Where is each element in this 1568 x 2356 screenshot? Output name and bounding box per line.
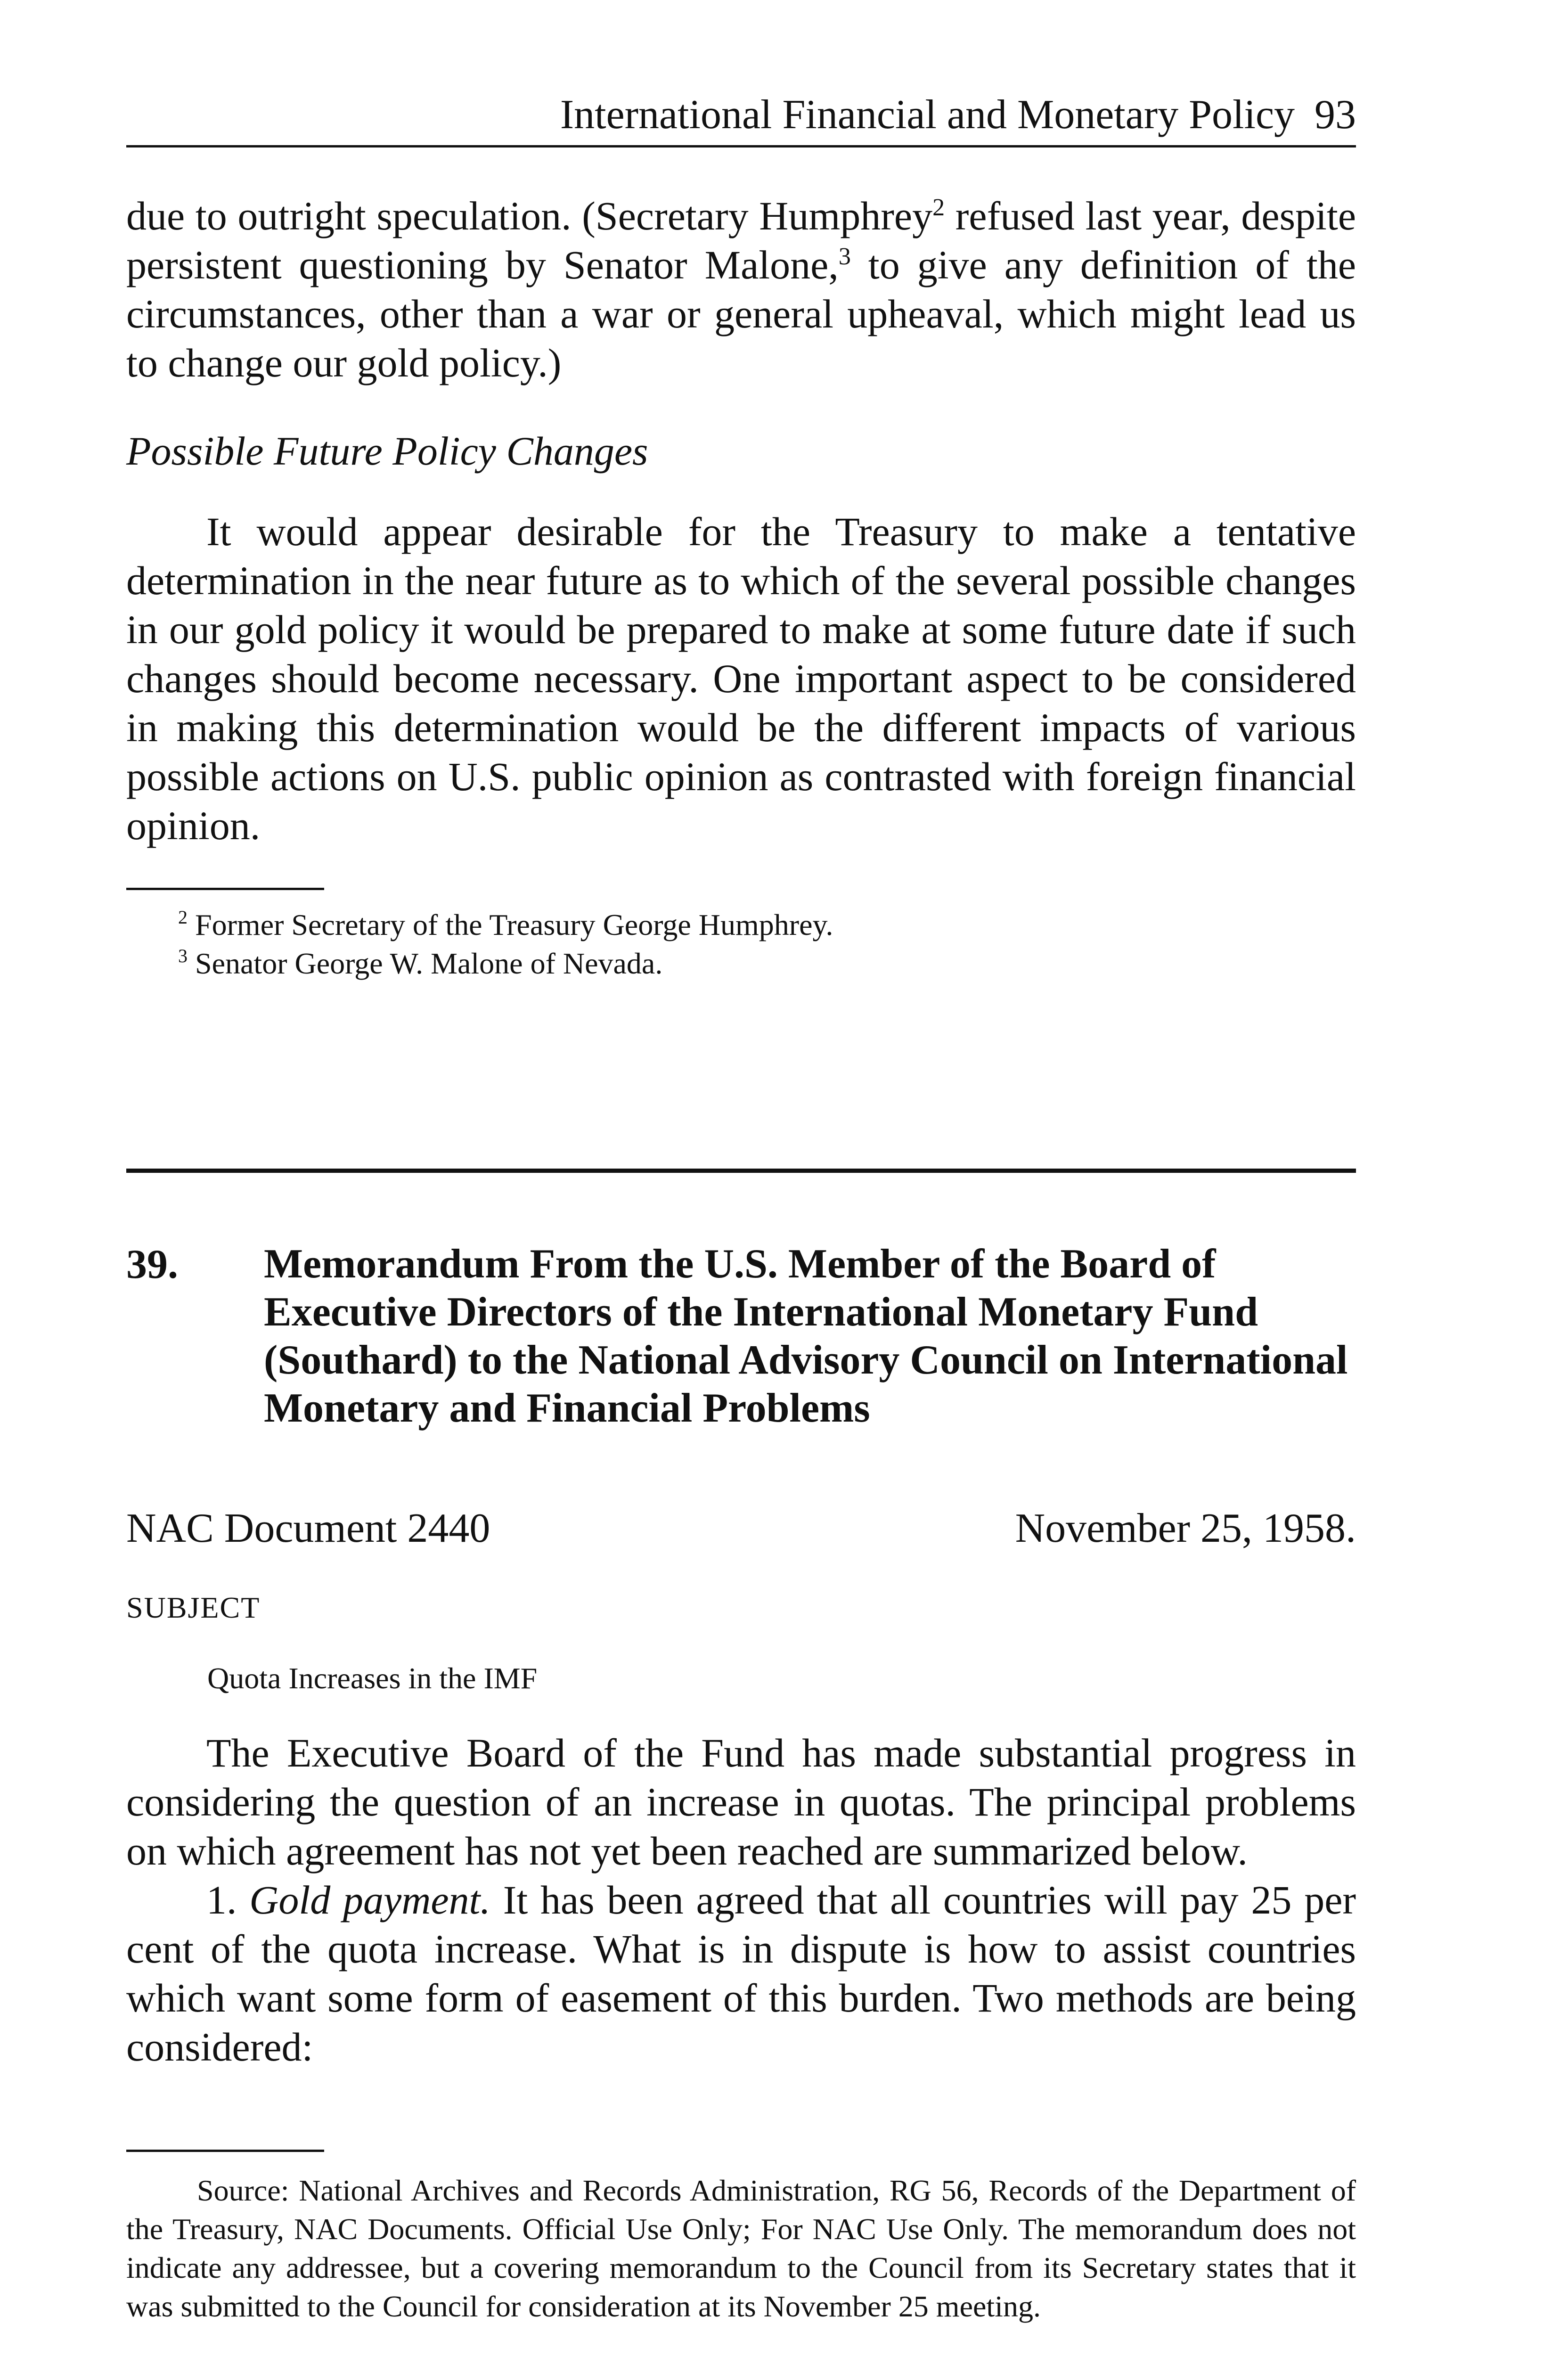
source-note-rule	[126, 2150, 324, 2152]
memo-paragraph: The Executive Board of the Fund has made substantial progress in considering the question of an increase in quotas. The principal problems on which agreement has not yet been reached are summarized below.	[126, 1730, 1356, 1873]
footnote	[126, 944, 1356, 983]
footnote-mark: 2	[178, 907, 188, 928]
footnote-text: Former Secretary of the Treasury George Humphrey.	[195, 908, 833, 941]
running-header-title: International Financial and Monetary Policy	[560, 92, 1295, 138]
document-title: Memorandum From the U.S. Member of the Board of Executive Directors of the International Monetary Fund (Southard) to the National Advisory Council on International Monetary and Financial Problems	[264, 1241, 1348, 1431]
policy-paragraph	[126, 507, 1356, 850]
subject-label: SUBJECT	[126, 1591, 261, 1624]
page-number: 93	[1315, 92, 1356, 138]
subject-text: Quota Increases in the IMF	[207, 1661, 538, 1695]
footnote	[126, 906, 1356, 944]
header-rule	[126, 145, 1356, 147]
document-date: November 25, 1958.	[1015, 1505, 1356, 1551]
paragraph-text: due to outright speculation. (Secretary Humphrey	[126, 193, 933, 238]
item-text: It has been agreed that all countries will pay 25 per cent of the quota increase. What is in dispute is how to assist countries which want some form of easement of this burden. Two methods are being considered:	[126, 1877, 1356, 2070]
source-note-text: Source: National Archives and Records Administration, RG 56, Records of the Department of the Treasury, NAC Documents. Official Use Only; For NAC Use Only. The memorandum does not indicate any addressee, but a covering memorandum to the Council from its Secretary states that it was submitted to the Council for consideration at its November 25 meeting.	[126, 2174, 1356, 2323]
item-number: 1.	[206, 1877, 237, 1922]
footnote-rule	[126, 888, 324, 890]
section-separator	[126, 1169, 1356, 1173]
section-subheading: Possible Future Policy Changes	[126, 428, 648, 474]
document-number: 39.	[126, 1242, 178, 1287]
paragraph-text: refused last year, despite persistent questioning by Senator Malone,	[126, 193, 1356, 287]
item-heading: Gold payment.	[249, 1877, 490, 1922]
footnote-mark: 3	[178, 945, 188, 966]
memo-item-1	[126, 1875, 1356, 2071]
policy-paragraph-text: It would appear desirable for the Treasury to make a tentative determination in the near future as to which of the several possible changes in our gold policy it would be prepared to make at some future date if such changes should become necessary. One important aspect to be considered in making this determination would be the different impacts of various possible actions on U.S. public opinion as contrasted with foreign financial opinion.	[126, 509, 1356, 848]
footnote-text: Senator George W. Malone of Nevada.	[195, 947, 663, 980]
footnotes	[126, 906, 1356, 983]
continued-paragraph	[126, 191, 1356, 387]
source-note	[126, 2171, 1356, 2326]
memo-body	[126, 1728, 1356, 2071]
footnote-ref-3: 3	[838, 243, 851, 270]
paragraph-text: to give any definition of the circumstances, other than a war or general upheaval, which might lead us to change our gold policy.)	[126, 242, 1356, 385]
running-header	[126, 94, 1356, 136]
document-id: NAC Document 2440	[126, 1505, 490, 1551]
document-meta	[126, 1505, 1356, 1551]
footnote-ref-2: 2	[932, 194, 945, 221]
